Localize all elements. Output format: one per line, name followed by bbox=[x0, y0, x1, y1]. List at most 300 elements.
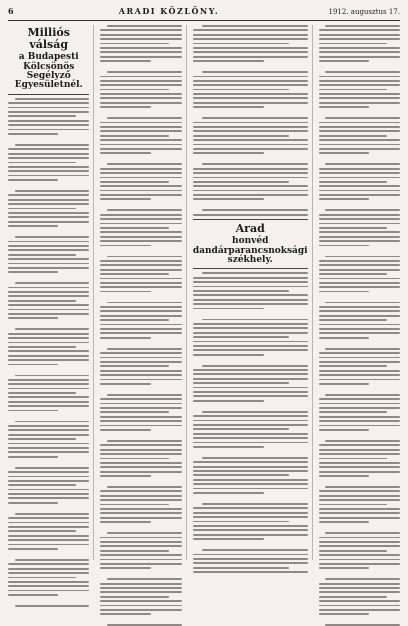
text-line bbox=[319, 361, 400, 363]
text-line bbox=[193, 177, 308, 179]
text-line bbox=[8, 153, 89, 155]
text-line bbox=[8, 480, 89, 482]
text-line bbox=[319, 130, 400, 132]
text-line bbox=[193, 281, 308, 283]
text-line bbox=[319, 541, 400, 543]
text-line bbox=[193, 56, 308, 58]
text-line bbox=[8, 225, 58, 227]
text-line bbox=[8, 166, 89, 168]
text-line bbox=[100, 190, 181, 192]
text-line bbox=[319, 172, 400, 174]
text-line bbox=[193, 378, 308, 380]
text-line bbox=[193, 571, 308, 573]
text-line bbox=[8, 539, 89, 541]
text-line bbox=[8, 111, 89, 113]
text-line bbox=[100, 273, 168, 275]
text-line bbox=[8, 438, 76, 440]
text-line bbox=[8, 129, 89, 131]
article-2-subheadline: honvéd dandárparancsnoksági székhely. bbox=[192, 236, 308, 266]
text-line bbox=[193, 181, 289, 183]
text-line bbox=[8, 590, 89, 592]
text-line bbox=[100, 177, 181, 179]
text-line bbox=[8, 517, 89, 519]
text-line bbox=[193, 29, 308, 31]
page-header bbox=[8, 6, 400, 21]
text-line bbox=[193, 391, 308, 393]
text-line bbox=[15, 467, 90, 469]
text-line bbox=[193, 102, 308, 104]
text-line bbox=[319, 80, 400, 82]
text-line bbox=[193, 51, 308, 53]
text-line bbox=[8, 271, 58, 273]
text-line bbox=[319, 315, 400, 317]
text-line bbox=[319, 370, 400, 372]
text-line bbox=[319, 264, 400, 266]
text-line bbox=[193, 534, 308, 536]
text-line bbox=[8, 568, 89, 570]
text-line bbox=[193, 488, 308, 490]
text-line bbox=[100, 122, 181, 124]
text-line bbox=[100, 567, 150, 569]
text-line bbox=[8, 410, 58, 412]
text-line bbox=[8, 120, 89, 122]
text-line bbox=[8, 585, 89, 587]
text-line bbox=[8, 157, 89, 159]
text-line bbox=[319, 504, 387, 506]
text-line bbox=[107, 256, 182, 258]
text-line bbox=[325, 440, 400, 442]
text-line bbox=[8, 199, 89, 201]
text-line bbox=[8, 221, 89, 223]
text-line bbox=[100, 559, 181, 561]
text-line bbox=[319, 144, 400, 146]
text-line bbox=[202, 365, 308, 367]
text-line bbox=[319, 190, 400, 192]
article-1-subheadline: a Budapesti Kölcsönös Segélyző Egyesületnél. bbox=[14, 52, 83, 91]
text-line bbox=[319, 605, 400, 607]
text-line bbox=[193, 152, 264, 154]
text-line bbox=[193, 428, 289, 430]
text-line bbox=[319, 453, 400, 455]
text-line bbox=[100, 453, 181, 455]
text-line bbox=[100, 76, 181, 78]
text-line bbox=[8, 359, 89, 361]
text-line bbox=[8, 429, 89, 431]
text-line bbox=[193, 373, 308, 375]
text-line bbox=[202, 209, 308, 211]
text-line bbox=[8, 194, 89, 196]
text-line bbox=[319, 126, 400, 128]
text-line bbox=[193, 474, 289, 476]
text-line bbox=[8, 425, 89, 427]
text-line bbox=[100, 563, 181, 565]
text-line bbox=[8, 346, 76, 348]
text-line bbox=[319, 245, 369, 247]
text-line bbox=[100, 471, 181, 473]
text-line bbox=[8, 124, 89, 126]
article-1-body bbox=[8, 98, 89, 607]
text-line bbox=[15, 375, 90, 377]
text-line bbox=[8, 489, 89, 491]
text-line bbox=[319, 403, 400, 405]
article-2-body-cont bbox=[319, 25, 400, 626]
text-line bbox=[193, 332, 308, 334]
text-line bbox=[8, 447, 89, 449]
text-line bbox=[319, 374, 400, 376]
text-line bbox=[100, 168, 181, 170]
text-line bbox=[100, 337, 150, 339]
text-line bbox=[100, 596, 168, 598]
text-line bbox=[193, 529, 308, 531]
text-line bbox=[100, 332, 181, 334]
text-line bbox=[8, 572, 89, 574]
text-line bbox=[100, 521, 150, 523]
text-line bbox=[193, 299, 308, 301]
text-line bbox=[100, 106, 150, 108]
text-line bbox=[202, 71, 308, 73]
text-line bbox=[107, 302, 182, 304]
text-line bbox=[319, 559, 400, 561]
text-line bbox=[100, 605, 181, 607]
text-line bbox=[100, 185, 181, 187]
text-line bbox=[319, 583, 400, 585]
text-line bbox=[193, 470, 308, 472]
text-line bbox=[193, 420, 308, 422]
text-line bbox=[325, 532, 400, 534]
text-line bbox=[8, 203, 89, 205]
issue-date: 1912. augusztus 17. bbox=[328, 8, 400, 16]
text-line bbox=[15, 144, 90, 146]
text-line bbox=[319, 383, 369, 385]
text-line bbox=[319, 512, 400, 514]
text-line bbox=[100, 148, 181, 150]
text-line bbox=[100, 47, 181, 49]
text-line bbox=[193, 323, 308, 325]
text-line bbox=[193, 354, 264, 356]
text-line bbox=[8, 563, 89, 565]
text-line bbox=[193, 303, 308, 305]
text-line bbox=[319, 499, 400, 501]
text-line bbox=[107, 117, 182, 119]
text-line bbox=[319, 328, 400, 330]
text-line bbox=[319, 148, 400, 150]
text-line bbox=[15, 236, 90, 238]
text-line bbox=[8, 471, 89, 473]
text-line bbox=[8, 544, 89, 546]
text-line bbox=[319, 139, 400, 141]
text-line bbox=[319, 185, 400, 187]
text-line bbox=[319, 181, 387, 183]
text-line bbox=[319, 34, 400, 36]
text-line bbox=[193, 122, 308, 124]
text-line bbox=[319, 269, 400, 271]
text-line bbox=[8, 396, 89, 398]
text-line bbox=[319, 218, 400, 220]
text-line bbox=[319, 102, 400, 104]
text-line bbox=[100, 425, 181, 427]
text-line bbox=[319, 449, 400, 451]
text-line bbox=[100, 361, 181, 363]
text-line bbox=[100, 102, 181, 104]
text-line bbox=[100, 306, 181, 308]
text-line bbox=[100, 407, 181, 409]
text-line bbox=[100, 357, 181, 359]
text-line bbox=[319, 47, 400, 49]
text-line bbox=[100, 84, 181, 86]
text-line bbox=[8, 295, 89, 297]
text-line bbox=[100, 236, 181, 238]
text-line bbox=[193, 382, 289, 384]
text-line bbox=[100, 135, 168, 137]
text-line bbox=[193, 336, 289, 338]
text-line bbox=[100, 139, 181, 141]
article-1-headline: Milliós válság bbox=[27, 26, 70, 51]
text-line bbox=[100, 310, 181, 312]
text-line bbox=[319, 537, 400, 539]
text-line bbox=[319, 609, 400, 611]
text-line bbox=[319, 93, 400, 95]
column-3 bbox=[193, 25, 313, 560]
text-line bbox=[193, 507, 308, 509]
text-line bbox=[8, 379, 89, 381]
text-line bbox=[8, 484, 76, 486]
text-line bbox=[100, 223, 181, 225]
text-line bbox=[193, 89, 289, 91]
text-line bbox=[325, 209, 400, 211]
text-line bbox=[193, 106, 264, 108]
text-line bbox=[100, 278, 181, 280]
text-line bbox=[193, 34, 308, 36]
text-line bbox=[8, 476, 89, 478]
text-line bbox=[100, 416, 181, 418]
text-line bbox=[193, 395, 308, 397]
text-line bbox=[319, 587, 400, 589]
article-1-body-cont-2 bbox=[193, 25, 308, 216]
column-4 bbox=[319, 25, 400, 560]
text-line bbox=[193, 387, 308, 389]
text-line bbox=[319, 352, 400, 354]
text-line bbox=[319, 337, 369, 339]
text-line bbox=[100, 490, 181, 492]
text-line bbox=[8, 300, 76, 302]
text-line bbox=[319, 38, 400, 40]
text-line bbox=[319, 365, 387, 367]
text-line bbox=[100, 458, 168, 460]
text-line bbox=[8, 443, 89, 445]
text-line bbox=[8, 530, 76, 532]
article-1-body-cont bbox=[100, 25, 181, 626]
text-line bbox=[8, 581, 89, 583]
text-line bbox=[319, 89, 387, 91]
text-line bbox=[15, 421, 90, 423]
text-line bbox=[193, 47, 308, 49]
text-line bbox=[319, 379, 400, 381]
text-line bbox=[319, 306, 400, 308]
text-line bbox=[319, 135, 387, 137]
text-line bbox=[319, 398, 400, 400]
text-line bbox=[193, 461, 308, 463]
text-line bbox=[107, 532, 182, 534]
text-line bbox=[8, 241, 89, 243]
text-line bbox=[319, 29, 400, 31]
text-line bbox=[193, 294, 308, 296]
text-line bbox=[325, 302, 400, 304]
text-line bbox=[193, 512, 308, 514]
text-line bbox=[193, 97, 308, 99]
text-line bbox=[193, 442, 308, 444]
text-line bbox=[193, 93, 308, 95]
text-line bbox=[100, 541, 181, 543]
text-line bbox=[193, 190, 308, 192]
text-line bbox=[319, 240, 400, 242]
text-line bbox=[325, 163, 400, 165]
text-line bbox=[107, 486, 182, 488]
text-line bbox=[8, 502, 58, 504]
text-line bbox=[8, 249, 89, 251]
text-line bbox=[319, 567, 369, 569]
text-line bbox=[8, 216, 89, 218]
text-line bbox=[202, 319, 308, 321]
text-line bbox=[193, 290, 289, 292]
text-line bbox=[319, 495, 400, 497]
text-line bbox=[100, 80, 181, 82]
text-line bbox=[100, 291, 150, 293]
text-line bbox=[193, 130, 308, 132]
text-line bbox=[319, 411, 387, 413]
text-line bbox=[8, 405, 89, 407]
text-line bbox=[100, 97, 181, 99]
text-line bbox=[107, 209, 182, 211]
text-line bbox=[100, 126, 181, 128]
text-line bbox=[100, 181, 168, 183]
columns bbox=[8, 25, 400, 560]
text-line bbox=[325, 25, 400, 27]
text-line bbox=[319, 319, 387, 321]
text-line bbox=[100, 152, 150, 154]
text-line bbox=[193, 286, 308, 288]
text-line bbox=[8, 212, 89, 214]
text-line bbox=[100, 172, 181, 174]
text-line bbox=[15, 513, 90, 515]
text-line bbox=[8, 208, 76, 210]
text-line bbox=[107, 440, 182, 442]
text-line bbox=[193, 277, 308, 279]
text-line bbox=[193, 341, 308, 343]
text-line bbox=[325, 486, 400, 488]
text-line bbox=[319, 291, 369, 293]
column-1 bbox=[8, 25, 94, 560]
text-line bbox=[193, 369, 308, 371]
text-line bbox=[100, 214, 181, 216]
text-line bbox=[100, 379, 181, 381]
text-line bbox=[319, 310, 400, 312]
text-line bbox=[319, 278, 400, 280]
text-line bbox=[8, 594, 58, 596]
text-line bbox=[100, 282, 181, 284]
text-line bbox=[202, 411, 308, 413]
text-line bbox=[8, 102, 89, 104]
text-line bbox=[100, 583, 181, 585]
text-line bbox=[100, 429, 150, 431]
text-line bbox=[319, 563, 400, 565]
text-line bbox=[193, 185, 308, 187]
text-line bbox=[8, 309, 89, 311]
text-line bbox=[193, 84, 308, 86]
text-line bbox=[100, 411, 168, 413]
text-line bbox=[319, 76, 400, 78]
text-line bbox=[202, 117, 308, 119]
text-line bbox=[319, 227, 387, 229]
text-line bbox=[193, 139, 308, 141]
text-line bbox=[202, 549, 308, 551]
text-line bbox=[107, 25, 182, 27]
text-line bbox=[8, 451, 89, 453]
text-line bbox=[193, 76, 308, 78]
text-line bbox=[319, 231, 400, 233]
text-line bbox=[8, 388, 89, 390]
text-line bbox=[100, 383, 150, 385]
text-line bbox=[319, 198, 369, 200]
text-line bbox=[100, 264, 181, 266]
text-line bbox=[319, 600, 400, 602]
text-line bbox=[193, 214, 308, 216]
text-line bbox=[193, 516, 308, 518]
text-line bbox=[100, 56, 181, 58]
text-line bbox=[100, 587, 181, 589]
text-line bbox=[319, 466, 400, 468]
text-line bbox=[319, 97, 400, 99]
text-line bbox=[193, 567, 289, 569]
text-line bbox=[319, 554, 400, 556]
text-line bbox=[8, 350, 89, 352]
text-line bbox=[193, 80, 308, 82]
text-line bbox=[100, 475, 150, 477]
text-line bbox=[8, 577, 76, 579]
text-line bbox=[100, 194, 181, 196]
text-line bbox=[193, 135, 289, 137]
text-line bbox=[100, 43, 168, 45]
text-line bbox=[319, 416, 400, 418]
text-line bbox=[8, 337, 89, 339]
text-line bbox=[8, 115, 76, 117]
text-line bbox=[319, 521, 369, 523]
text-line bbox=[100, 352, 181, 354]
text-line bbox=[202, 503, 308, 505]
article-2-body bbox=[193, 272, 308, 572]
text-line bbox=[8, 313, 89, 315]
page-number: 6 bbox=[8, 6, 14, 16]
text-line bbox=[100, 51, 181, 53]
text-line bbox=[100, 609, 181, 611]
text-line bbox=[319, 223, 400, 225]
text-line bbox=[319, 545, 400, 547]
text-line bbox=[319, 106, 369, 108]
text-line bbox=[319, 550, 387, 552]
text-line bbox=[319, 152, 369, 154]
article-2-headline: Arad bbox=[235, 221, 265, 235]
text-line bbox=[100, 374, 181, 376]
text-line bbox=[107, 578, 182, 580]
text-line bbox=[319, 613, 369, 615]
text-line bbox=[100, 398, 181, 400]
text-line bbox=[193, 554, 308, 556]
text-line bbox=[8, 254, 76, 256]
text-line bbox=[100, 466, 181, 468]
text-line bbox=[193, 198, 264, 200]
text-line bbox=[319, 84, 400, 86]
text-line bbox=[193, 521, 289, 523]
text-line bbox=[325, 394, 400, 396]
